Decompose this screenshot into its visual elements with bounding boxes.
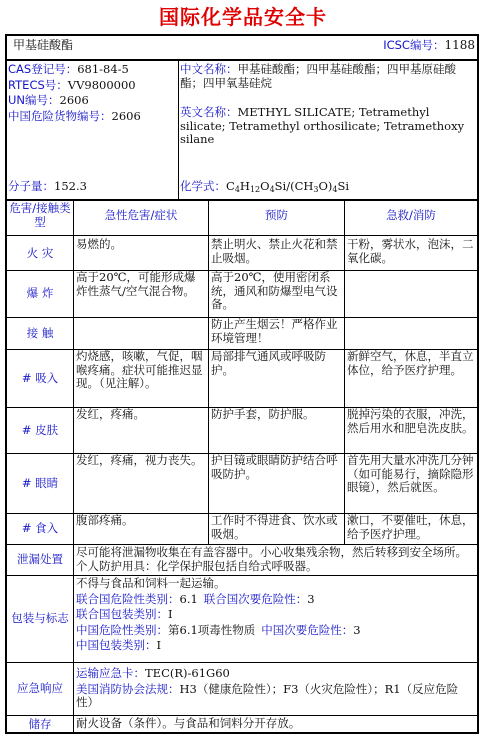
rtecs-line: RTECS号：VV9800000 [8,77,136,92]
row-explosion-aid [345,271,477,317]
row-contact-prevention: 防止产生烟云！严格作业环境管理！ [211,318,338,345]
row-skin-hazard: 发红，疼痛。 [76,408,145,421]
row-eyes-aid: 首先用大量水冲洗几分钟（如可能易行，摘除隐形眼镜），然后就医。 [347,454,474,495]
cas-line: CAS登记号：681-84-5 [8,63,129,76]
icsc-value: 1188 [444,39,475,52]
safety-card [5,34,479,734]
molecular-weight: 分子量：152.3 [8,180,87,193]
packaging-un-pack: 联合国包装类别：I [76,607,173,622]
header-aid: 急救/消防 [386,209,436,222]
header-type: 危害/接触类型 [9,202,71,229]
english-name: 英文名称：METHYL SILICATE; Tetramethyl silicate; Tetramethyl orthosilicate; Tetramethoxy silane [180,106,465,147]
cn-danger-line: 中国危险货物编号：2606 [8,108,141,123]
row-skin-aid: 脱掉污染的衣服，冲洗，然后用水和肥皂洗皮肤。 [347,408,474,435]
chinese-name: 中文名称：甲基硅酸酯；四甲基硅酸酯；四甲基原硅酸酯；四甲氧基硅烷 [180,63,456,90]
row-explosion-hazard: 高于20℃，可能形成爆炸性蒸气/空气混合物。 [76,271,196,298]
packaging-cn-pack: 中国包装类别：I [76,638,162,653]
icsc-label: ICSC编号： [383,39,445,52]
emergency-card: 运输应急卡：TEC(R)-61G60 [76,667,230,680]
row-fire-aid: 干粉，雾状水，泡沫，二氧化碳。 [347,238,474,265]
row-fire-prevention: 禁止明火、禁止火花和禁止吸烟。 [211,238,338,265]
spill-text: 尽可能将泄漏物收集在有盖容器中。小心收集残余物，然后转移到安全场所。个人防护用具：化学保护服包括自给式呼吸器。 [76,546,467,573]
row-inhalation-prevention: 局部排气通风或呼吸防护。 [211,350,326,377]
row-eyes-hazard: 发红，疼痛，视力丧失。 [76,454,203,467]
un-line: UN编号：2606 [8,93,89,108]
card-title: 国际化学品安全卡 [159,5,327,29]
packaging-cn-class: 中国危险性类别：第6.1项毒性物质 中国次要危险性：3 [76,622,361,637]
storage-text: 耐火设备（条件）。与食品和饲料分开存放。 [76,717,301,730]
row-inhalation-hazard: 灼烧感，咳嗽，气促，咽喉疼痛。症状可能推迟显现。（见注解）。 [76,350,203,391]
row-contact-hazard [74,318,208,349]
row-skin-type: # 皮肤 [21,422,59,437]
row-inhalation-aid: 新鲜空气，休息，半直立体位，给予医疗护理。 [347,350,474,377]
header-hazard: 急性危害/症状 [104,209,178,222]
packaging-line-1: 不得与食品和饲料一起运输。 [76,577,226,590]
row-explosion-prevention: 高于20℃，使用密闭系统，通风和防爆型电气设备。 [211,271,338,312]
icsc-number [307,39,475,55]
spill-label: 泄漏处置 [17,552,63,567]
row-inhalation-type: # 吸入 [21,370,59,385]
packaging-text [74,577,477,662]
chemical-name: 甲基硅酸酯 [13,39,74,52]
packaging-label: 包装与标志 [11,611,69,626]
row-ingestion-hazard: 腹部疼痛。 [76,514,134,527]
storage-label: 储存 [28,716,52,731]
row-contact-type: 接 触 [26,325,54,340]
chemical-formula: 化学式：$C_4H_{12}O_4Si/(CH_3O)_4Si$ [180,180,350,194]
identifiers [8,63,178,173]
row-ingestion-prevention: 工作时不得进食、饮水或吸烟。 [211,514,338,541]
row-fire-hazard: 易燃的。 [76,238,122,251]
packaging-un-class: 联合国危险性类别：6.1 联合国次要危险性：3 [76,591,315,606]
row-contact-aid [345,318,477,349]
row-ingestion-aid: 漱口，不要催吐，休息，给予医疗护理。 [347,514,474,541]
header-prevention: 预防 [265,209,288,222]
row-explosion-type: 爆 炸 [26,286,54,301]
emergency-text [74,667,477,715]
row-fire-type: 火 灾 [26,246,54,261]
row-skin-prevention: 防护手套，防护服。 [211,408,315,421]
row-eyes-prevention: 护目镜或眼睛防护结合呼吸防护。 [211,454,338,481]
row-eyes-type: # 眼睛 [21,475,59,490]
row-ingestion-type: # 食入 [21,521,59,536]
emergency-nfpa: 美国消防协会法规：H3（健康危险性）；F3（火灾危险性）；R1（反应危险性） [76,681,459,710]
emergency-label: 应急响应 [17,681,63,696]
